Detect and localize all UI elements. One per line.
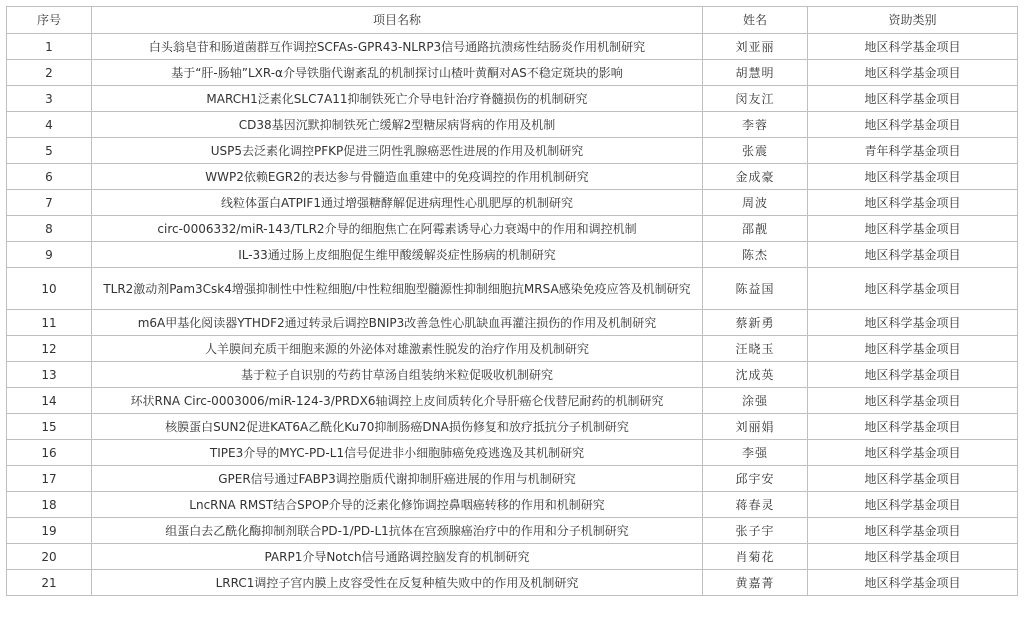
cell-type: 地区科学基金项目 [808,492,1018,518]
cell-type: 地区科学基金项目 [808,112,1018,138]
cell-type: 地区科学基金项目 [808,388,1018,414]
cell-name: 沈成英 [703,362,808,388]
table-row [7,216,1018,242]
cell-title: 线粒体蛋白ATPIF1通过增强糖酵解促进病理性心肌肥厚的机制研究 [92,190,703,216]
cell-name: 陈杰 [703,242,808,268]
table-row [7,164,1018,190]
cell-title: TIPE3介导的MYC-PD-L1信号促进非小细胞肺癌免疫逃逸及其机制研究 [92,440,703,466]
cell-type: 地区科学基金项目 [808,518,1018,544]
cell-type: 地区科学基金项目 [808,268,1018,310]
cell-no: 13 [7,362,92,388]
cell-title: 核膜蛋白SUN2促进KAT6A乙酰化Ku70抑制肠癌DNA损伤修复和放疗抵抗分子机制研究 [92,414,703,440]
header-no: 序号 [7,7,92,34]
table-body [7,34,1018,596]
table-row [7,414,1018,440]
cell-no: 17 [7,466,92,492]
cell-title: IL-33通过肠上皮细胞促生维甲酸缓解炎症性肠病的机制研究 [92,242,703,268]
cell-title: 基于“肝-肠轴”LXR-α介导铁脂代谢紊乱的机制探讨山楂叶黄酮对AS不稳定斑块的影响 [92,60,703,86]
cell-no: 9 [7,242,92,268]
cell-no: 14 [7,388,92,414]
cell-name: 闵友江 [703,86,808,112]
cell-type: 地区科学基金项目 [808,34,1018,60]
cell-title: 白头翁皂苷和肠道菌群互作调控SCFAs-GPR43-NLRP3信号通路抗溃疡性结肠炎作用机制研究 [92,34,703,60]
cell-title: m6A甲基化阅读器YTHDF2通过转录后调控BNIP3改善急性心肌缺血再灌注损伤的作用及机制研究 [92,310,703,336]
header-name: 姓名 [703,7,808,34]
table-row [7,34,1018,60]
table-row [7,310,1018,336]
cell-no: 8 [7,216,92,242]
table-row [7,492,1018,518]
cell-name: 邵靓 [703,216,808,242]
header-type: 资助类别 [808,7,1018,34]
cell-no: 3 [7,86,92,112]
cell-type: 地区科学基金项目 [808,466,1018,492]
cell-type: 青年科学基金项目 [808,138,1018,164]
cell-no: 2 [7,60,92,86]
cell-title: TLR2激动剂Pam3Csk4增强抑制性中性粒细胞/中性粒细胞型髓源性抑制细胞抗MRSA感染免疫应答及机制研究 [92,268,703,310]
cell-name: 蔡新勇 [703,310,808,336]
cell-type: 地区科学基金项目 [808,190,1018,216]
cell-name: 张震 [703,138,808,164]
cell-type: 地区科学基金项目 [808,310,1018,336]
cell-no: 21 [7,570,92,596]
cell-no: 5 [7,138,92,164]
cell-name: 周波 [703,190,808,216]
cell-type: 地区科学基金项目 [808,414,1018,440]
cell-type: 地区科学基金项目 [808,60,1018,86]
cell-type: 地区科学基金项目 [808,164,1018,190]
cell-title: LncRNA RMST结合SPOP介导的泛素化修饰调控鼻咽癌转移的作用和机制研究 [92,492,703,518]
cell-title: GPER信号通过FABP3调控脂质代谢抑制肝癌进展的作用与机制研究 [92,466,703,492]
cell-no: 10 [7,268,92,310]
cell-name: 刘亚丽 [703,34,808,60]
table-row [7,242,1018,268]
cell-no: 15 [7,414,92,440]
table-row [7,518,1018,544]
cell-type: 地区科学基金项目 [808,440,1018,466]
table-row [7,60,1018,86]
table-row [7,388,1018,414]
cell-title: LRRC1调控子宫内膜上皮容受性在反复种植失败中的作用及机制研究 [92,570,703,596]
cell-name: 陈益国 [703,268,808,310]
cell-title: MARCH1泛素化SLC7A11抑制铁死亡介导电针治疗脊髓损伤的机制研究 [92,86,703,112]
cell-name: 蒋春灵 [703,492,808,518]
cell-name: 黄嘉菁 [703,570,808,596]
cell-title: 组蛋白去乙酰化酶抑制剂联合PD-1/PD-L1抗体在宫颈腺癌治疗中的作用和分子机制研究 [92,518,703,544]
cell-name: 李强 [703,440,808,466]
table-row [7,190,1018,216]
table-row [7,544,1018,570]
cell-name: 胡慧明 [703,60,808,86]
cell-name: 金成豪 [703,164,808,190]
cell-title: 人羊膜间充质干细胞来源的外泌体对雄激素性脱发的治疗作用及机制研究 [92,336,703,362]
cell-no: 7 [7,190,92,216]
header-title: 项目名称 [92,7,703,34]
cell-name: 张子宇 [703,518,808,544]
table-row [7,86,1018,112]
table-row [7,570,1018,596]
cell-name: 涂强 [703,388,808,414]
cell-type: 地区科学基金项目 [808,544,1018,570]
cell-title: 环状RNA Circ-0003006/miR-124-3/PRDX6轴调控上皮间质转化介导肝癌仑伐替尼耐药的机制研究 [92,388,703,414]
cell-title: 基于粒子自识别的芍药甘草汤自组装纳米粒促吸收机制研究 [92,362,703,388]
cell-name: 李蓉 [703,112,808,138]
table-row [7,268,1018,310]
funding-table [6,6,1018,596]
table-row [7,112,1018,138]
cell-no: 4 [7,112,92,138]
cell-no: 19 [7,518,92,544]
cell-type: 地区科学基金项目 [808,336,1018,362]
table-row [7,440,1018,466]
table-row [7,466,1018,492]
funding-table-container [6,6,1018,596]
cell-no: 18 [7,492,92,518]
cell-title: circ-0006332/miR-143/TLR2介导的细胞焦亡在阿霉素诱导心力衰竭中的作用和调控机制 [92,216,703,242]
table-row [7,138,1018,164]
cell-name: 邱宇安 [703,466,808,492]
cell-no: 12 [7,336,92,362]
cell-title: WWP2依赖EGR2的表达参与骨髓造血重建中的免疫调控的作用机制研究 [92,164,703,190]
cell-title: PARP1介导Notch信号通路调控脑发育的机制研究 [92,544,703,570]
cell-no: 11 [7,310,92,336]
cell-title: CD38基因沉默抑制铁死亡缓解2型糖尿病肾病的作用及机制 [92,112,703,138]
table-row [7,336,1018,362]
cell-name: 汪晓玉 [703,336,808,362]
cell-name: 刘丽娟 [703,414,808,440]
table-row [7,362,1018,388]
cell-type: 地区科学基金项目 [808,86,1018,112]
cell-type: 地区科学基金项目 [808,216,1018,242]
cell-type: 地区科学基金项目 [808,362,1018,388]
table-header-row [7,7,1018,34]
cell-name: 肖菊花 [703,544,808,570]
cell-no: 6 [7,164,92,190]
cell-type: 地区科学基金项目 [808,242,1018,268]
cell-type: 地区科学基金项目 [808,570,1018,596]
cell-no: 20 [7,544,92,570]
cell-no: 1 [7,34,92,60]
cell-title: USP5去泛素化调控PFKP促进三阴性乳腺癌恶性进展的作用及机制研究 [92,138,703,164]
cell-no: 16 [7,440,92,466]
